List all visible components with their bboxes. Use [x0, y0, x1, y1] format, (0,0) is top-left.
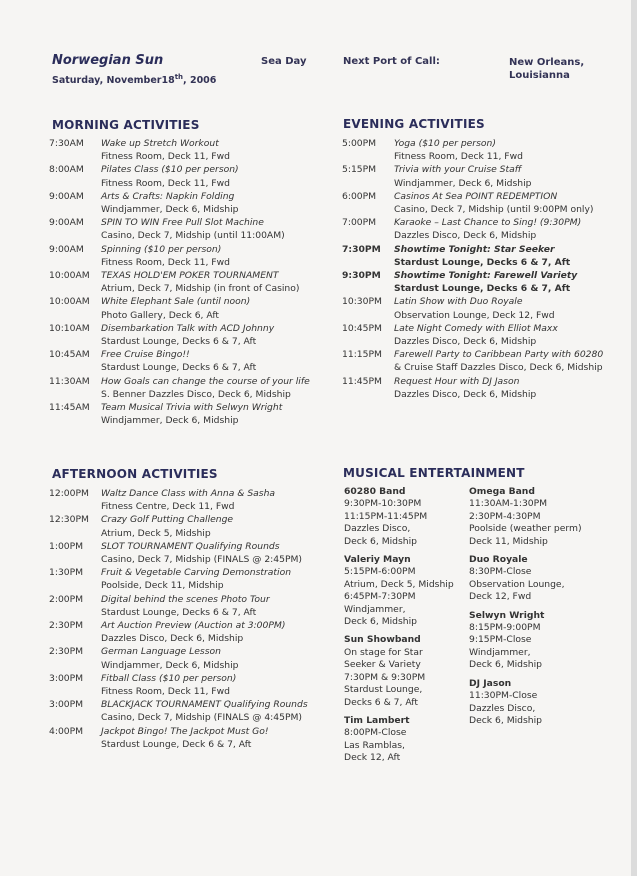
activity-location: Fitness Room, Deck 11, Fwd — [394, 151, 523, 163]
activity-row — [49, 401, 329, 427]
activity-title: Spinning ($10 per person) — [101, 243, 222, 255]
date-suffix-sup: th — [174, 73, 184, 81]
activity-row — [342, 137, 632, 163]
activity-title: Casinos At Sea POINT REDEMPTION — [394, 190, 558, 202]
activity-time: 1:30PM — [49, 567, 84, 579]
activity-row — [49, 487, 334, 513]
activity-row — [342, 295, 632, 321]
activity-row — [342, 269, 632, 295]
activity-title: Crazy Golf Putting Challenge — [101, 514, 234, 526]
music-act-detail: 11:30AM-1:30PM — [469, 498, 548, 510]
activity-location: & Cruise Staff Dazzles Disco, Deck 6, Midship — [394, 362, 603, 374]
activity-title: Showtime Tonight: Farewell Variety — [394, 270, 578, 282]
music-act-detail: 8:30PM-Close — [469, 566, 532, 578]
activity-time: 4:00PM — [49, 725, 84, 737]
activity-location: Dazzles Disco, Deck 6, Midship — [394, 230, 537, 242]
activity-time: 7:30AM — [49, 138, 84, 149]
activity-time: 12:00PM — [49, 488, 89, 499]
activity-time: 3:00PM — [49, 672, 84, 684]
activity-row — [49, 322, 329, 348]
music-act-detail: Deck 12, Fwd — [469, 591, 532, 603]
activity-location: Windjammer, Deck 6, Midship — [101, 204, 239, 216]
music-act-detail: 7:30PM & 9:30PM — [344, 671, 426, 683]
morning-title: MORNING ACTIVITIES — [52, 118, 200, 132]
activity-title: Pilates Class ($10 per person) — [101, 164, 239, 176]
date — [52, 73, 216, 86]
activity-title: German Language Lesson — [101, 646, 221, 658]
activity-title: How Goals can change the course of your life — [101, 375, 310, 387]
activity-location: Casino, Deck 7, Midship (until 11:00AM) — [101, 230, 285, 242]
activity-location: Dazzles Disco, Deck 6, Midship — [101, 633, 244, 645]
activity-row — [49, 725, 334, 751]
activity-location: S. Benner Dazzles Disco, Deck 6, Midship — [101, 388, 291, 400]
music-act — [469, 554, 619, 604]
activity-time: 11:45AM — [49, 402, 90, 414]
activity-time: 10:45PM — [342, 322, 382, 334]
music-act-name: Selwyn Wright — [469, 609, 545, 621]
activity-time: 7:00PM — [342, 217, 377, 229]
next-port-line1: New Orleans, — [509, 57, 585, 68]
music-act-detail: Stardust Lounge, — [344, 684, 423, 696]
activity-title: Wake up Stretch Workout — [101, 138, 219, 149]
evening-title: EVENING ACTIVITIES — [343, 117, 485, 131]
activity-title: Yoga ($10 per person) — [394, 138, 496, 149]
activity-time: 10:10AM — [49, 322, 90, 334]
activity-title: Karaoke – Last Chance to Sing! (9:30PM) — [394, 217, 582, 229]
activity-time: 1:00PM — [49, 540, 84, 552]
activity-row — [342, 216, 632, 242]
sea-day: Sea Day — [261, 56, 307, 67]
activity-row — [49, 593, 334, 619]
music-act — [469, 678, 619, 728]
music-act-name: 60280 Band — [344, 486, 406, 497]
activity-row — [49, 375, 329, 401]
music-act-name: DJ Jason — [469, 677, 512, 689]
music-act-detail: Dazzles Disco, — [344, 523, 411, 535]
next-port-label: Next Port of Call: — [343, 56, 440, 67]
music-act — [344, 554, 464, 628]
music-act-detail: 11:15PM-11:45PM — [344, 510, 428, 522]
activity-time: 11:15PM — [342, 349, 382, 361]
activity-title: SPIN TO WIN Free Pull Slot Machine — [101, 217, 264, 229]
music-act-name: Duo Royale — [469, 554, 528, 566]
activity-time: 9:30PM — [342, 270, 381, 282]
activity-title: Free Cruise Bingo!! — [101, 349, 190, 361]
music-act — [469, 486, 619, 548]
activity-row — [49, 698, 334, 724]
activity-row — [49, 269, 329, 295]
music-act — [344, 486, 464, 548]
music-act-name: Omega Band — [469, 486, 535, 497]
activity-row — [49, 348, 329, 374]
activity-location: Windjammer, Deck 6, Midship — [101, 415, 239, 427]
activity-title: Request Hour with DJ Jason — [394, 375, 520, 387]
music-act-detail: Dazzles Disco, — [469, 702, 536, 714]
next-port-value — [509, 56, 584, 82]
activity-row — [49, 163, 329, 189]
music-act-name: Valeriy Mayn — [344, 554, 411, 566]
activity-title: Latin Show with Duo Royale — [394, 296, 523, 308]
activity-location: Stardust Lounge, Decks 6 & 7, Aft — [394, 283, 571, 295]
music-left-column — [344, 486, 464, 771]
activity-time: 10:30PM — [342, 296, 382, 308]
activity-title: Team Musical Trivia with Selwyn Wright — [101, 402, 283, 414]
activity-location: Stardust Lounge, Decks 6 & 7, Aft — [394, 256, 571, 268]
music-right-column — [469, 486, 619, 733]
music-act-name: Sun Showband — [344, 634, 421, 646]
activity-time: 2:30PM — [49, 646, 84, 658]
morning-list — [49, 137, 329, 427]
music-act-detail: 5:15PM-6:00PM — [344, 566, 416, 578]
activity-time: 10:00AM — [49, 270, 90, 282]
music-act — [344, 715, 464, 765]
activity-title: Fitball Class ($10 per person) — [101, 672, 237, 684]
activity-row — [49, 137, 329, 163]
music-act-detail: 9:30PM-10:30PM — [344, 498, 422, 510]
music-act-detail: Deck 6, Midship — [469, 659, 543, 671]
activity-row — [342, 163, 632, 189]
activity-row — [342, 322, 632, 348]
activity-title: Disembarkation Talk with ACD Johnny — [101, 322, 275, 334]
activity-location: Poolside, Deck 11, Midship — [101, 580, 224, 592]
music-act-detail: Atrium, Deck 5, Midship — [344, 578, 454, 590]
activity-location: Windjammer, Deck 6, Midship — [394, 177, 532, 189]
afternoon-list — [49, 487, 334, 751]
music-act-detail: Deck 12, Aft — [344, 752, 401, 764]
activity-row — [342, 243, 632, 269]
music-act-detail: Seeker & Variety — [344, 659, 421, 671]
music-act-detail: Windjammer, — [344, 603, 406, 615]
activity-time: 12:30PM — [49, 514, 89, 526]
afternoon-title: AFTERNOON ACTIVITIES — [52, 467, 218, 481]
activity-time: 2:30PM — [49, 620, 84, 632]
activity-time: 11:45PM — [342, 375, 382, 387]
activity-title: White Elephant Sale (until noon) — [101, 296, 251, 308]
music-act-detail: 11:30PM-Close — [469, 690, 538, 702]
music-act-detail: 8:00PM-Close — [344, 727, 407, 739]
activity-row — [342, 348, 632, 374]
activity-time: 8:00AM — [49, 164, 84, 176]
activity-row — [49, 645, 334, 671]
activity-title: Jackpot Bingo! The Jackpot Must Go! — [101, 725, 269, 737]
music-act-detail: Deck 6, Midship — [344, 535, 418, 547]
activity-time: 9:00AM — [49, 243, 84, 255]
music-act-detail: Deck 6, Midship — [344, 616, 418, 628]
music-act-detail: Deck 6, Midship — [469, 714, 543, 726]
music-act — [469, 610, 619, 672]
activity-title: Art Auction Preview (Auction at 3:00PM) — [101, 620, 286, 632]
music-act-detail: Decks 6 & 7, Aft — [344, 696, 418, 708]
activity-location: Atrium, Deck 5, Midship — [101, 527, 211, 539]
activity-row — [49, 513, 334, 539]
activity-location: Casino, Deck 7, Midship (FINALS @ 4:45PM) — [101, 712, 302, 724]
activity-title: Waltz Dance Class with Anna & Sasha — [101, 488, 276, 499]
activity-time: 5:00PM — [342, 138, 377, 149]
activity-row — [49, 243, 329, 269]
date-main: Saturday, November18 — [52, 75, 175, 87]
activity-row — [342, 375, 632, 401]
activity-title: Late Night Comedy with Elliot Maxx — [394, 322, 558, 334]
activity-row — [49, 295, 329, 321]
music-act-detail: 6:45PM-7:30PM — [344, 591, 416, 603]
music-act-name: Tim Lambert — [344, 714, 410, 726]
activity-location: Atrium, Deck 7, Midship (in front of Casino) — [101, 283, 300, 295]
activity-row — [49, 216, 329, 242]
activity-location: Dazzles Disco, Deck 6, Midship — [394, 388, 537, 400]
activity-location: Stardust Lounge, Deck 6 & 7, Aft — [101, 738, 252, 750]
activity-title: Arts & Crafts: Napkin Folding — [101, 190, 235, 202]
music-act — [344, 634, 464, 708]
activity-title: Showtime Tonight: Star Seeker — [394, 243, 555, 255]
activity-location: Fitness Room, Deck 11, Fwd — [101, 177, 230, 189]
scan-edge — [631, 0, 637, 876]
activity-location: Fitness Room, Deck 11, Fwd — [101, 151, 230, 163]
activity-title: TEXAS HOLD'EM POKER TOURNAMENT — [101, 270, 279, 282]
activity-title: Trivia with your Cruise Staff — [394, 164, 522, 176]
music-act-detail: Windjammer, — [469, 646, 531, 658]
activity-time: 10:00AM — [49, 296, 90, 308]
activity-location: Fitness Room, Deck 11, Fwd — [101, 256, 230, 268]
activity-row — [49, 619, 334, 645]
activity-location: Fitness Room, Deck 11, Fwd — [101, 686, 230, 698]
activity-time: 9:00AM — [49, 190, 84, 202]
activity-title: Farewell Party to Caribbean Party with 60280 — [394, 349, 604, 361]
activity-title: BLACKJACK TOURNAMENT Qualifying Rounds — [101, 699, 308, 711]
activity-title: Fruit & Vegetable Carving Demonstration — [101, 567, 292, 579]
music-act-detail: Observation Lounge, — [469, 578, 565, 590]
activity-location: Stardust Lounge, Decks 6 & 7, Aft — [101, 606, 257, 618]
activity-time: 9:00AM — [49, 217, 84, 229]
music-act-detail: 8:15PM-9:00PM — [469, 622, 541, 634]
activity-row — [49, 190, 329, 216]
activity-time: 5:15PM — [342, 164, 377, 176]
activity-location: Casino, Deck 7, Midship (until 9:00PM only) — [394, 204, 594, 216]
activity-location: Fitness Centre, Deck 11, Fwd — [101, 501, 235, 513]
music-act-detail: Las Ramblas, — [344, 739, 405, 751]
next-port-line2: Louisianna — [509, 70, 570, 81]
date-year: , 2006 — [183, 75, 217, 87]
activity-title: Digital behind the scenes Photo Tour — [101, 593, 270, 605]
music-act-detail: Poolside (weather perm) — [469, 523, 582, 535]
evening-list — [342, 137, 632, 401]
activity-time: 7:30PM — [342, 243, 381, 255]
music-act-detail: On stage for Star — [344, 646, 423, 658]
activity-time: 10:45AM — [49, 349, 90, 361]
activity-time: 11:30AM — [49, 375, 90, 387]
activity-location: Stardust Lounge, Decks 6 & 7, Aft — [101, 362, 257, 374]
activity-location: Dazzles Disco, Deck 6, Midship — [394, 336, 537, 348]
activity-location: Stardust Lounge, Decks 6 & 7, Aft — [101, 336, 257, 348]
music-act-detail: 9:15PM-Close — [469, 634, 532, 646]
activity-time: 3:00PM — [49, 699, 84, 711]
music-act-detail: Deck 11, Midship — [469, 535, 548, 547]
activity-title: SLOT TOURNAMENT Qualifying Rounds — [101, 540, 280, 552]
activity-row — [342, 190, 632, 216]
music-act-detail: 2:30PM-4:30PM — [469, 510, 541, 522]
activity-row — [49, 672, 334, 698]
activity-row — [49, 566, 334, 592]
activity-location: Windjammer, Deck 6, Midship — [101, 659, 239, 671]
activity-location: Casino, Deck 7, Midship (FINALS @ 2:45PM) — [101, 554, 302, 566]
ship-name: Norwegian Sun — [52, 53, 164, 68]
activity-location: Photo Gallery, Deck 6, Aft — [101, 309, 220, 321]
activity-row — [49, 540, 334, 566]
activity-time: 2:00PM — [49, 593, 84, 605]
activity-time: 6:00PM — [342, 190, 377, 202]
activity-location: Observation Lounge, Deck 12, Fwd — [394, 309, 555, 321]
music-title: MUSICAL ENTERTAINMENT — [343, 466, 525, 480]
